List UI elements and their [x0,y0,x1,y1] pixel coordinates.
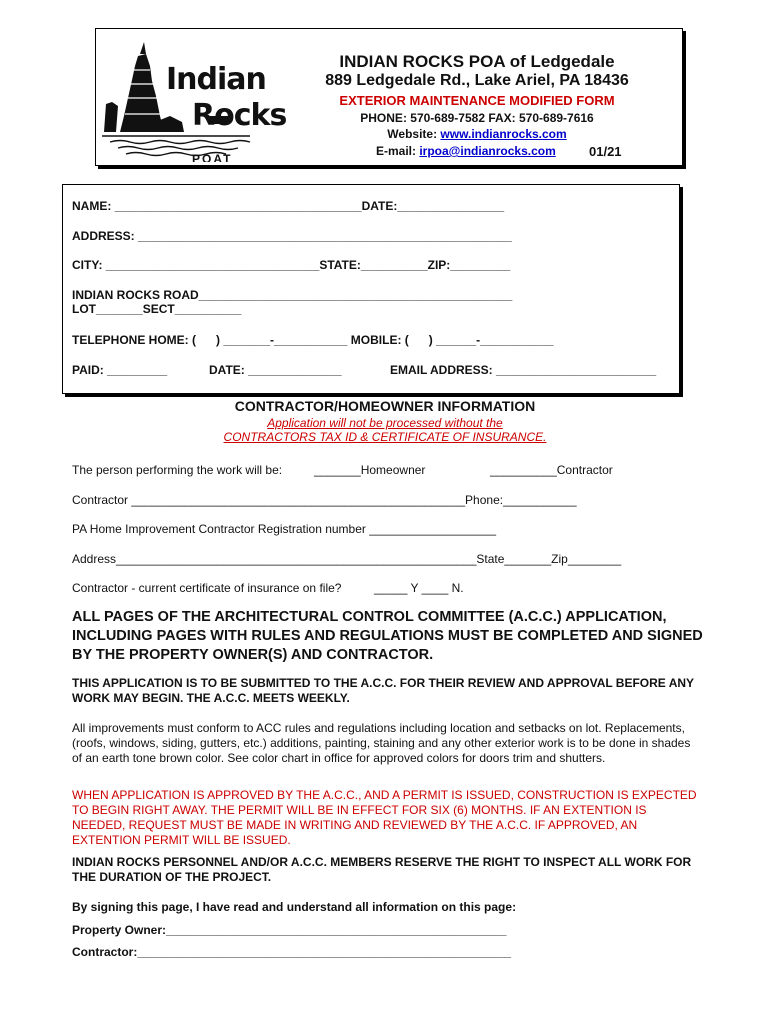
name-date-field[interactable]: NAME: _____________________________________DATE:________________ [72,199,505,213]
insurance-yn-field[interactable]: _____ Y ____ N. [374,581,464,595]
pa-registration-field[interactable]: PA Home Improvement Contractor Registration number ___________________ [72,522,497,536]
address-field[interactable]: ADDRESS: ________________________________________________________ [72,229,512,243]
contractor-option[interactable]: __________Contractor [490,463,613,477]
paid-field[interactable]: PAID: _________ [72,363,168,377]
acc-pages-notice: ALL PAGES OF THE ARCHITECTURAL CONTROL COMMITTEE (A.C.C.) APPLICATION, INCLUDING PAGES WITH RULES AND REGULATIONS MUST BE COMPLETED AND SIGNED BY THE PROPERTY OWNER(S) AND CONTRACTOR. [72,609,703,663]
improvements-paragraph: All improvements must conform to ACC rules and regulations including location and setbacks on lot. Replacements, (roofs, windows, siding, gutters, etc.) additions, painting, staining and any other exterior work is to be done in shades of an earth tone brown color. See color chart in office for approved colors for doors trim and shutters. [72,721,691,765]
signing-statement: By signing this page, I have read and understand all information on this page: [72,900,517,914]
warning-line-1: Application will not be processed without the [267,416,503,430]
paid-date-field[interactable]: DATE: ______________ [209,363,342,377]
submit-notice: THIS APPLICATION IS TO BE SUBMITTED TO THE A.C.C. FOR THEIR REVIEW AND APPROVAL BEFORE ANY WORK MAY BEGIN. THE A.C.C. MEETS WEEKLY. [72,676,694,705]
email-link[interactable]: irpoa@indianrocks.com [419,144,556,158]
contractor-section-title: CONTRACTOR/HOMEOWNER INFORMATION [234,398,536,414]
indian-rocks-road-field[interactable]: INDIAN ROCKS ROAD_______________________________________________ [72,288,513,302]
indian-rocks-logo [100,36,287,162]
telephone-field[interactable]: TELEPHONE HOME: ( ) _______-___________ MOBILE: ( ) ______-___________ [72,333,554,347]
form-revision: 01/21 [589,144,622,159]
performing-label: The person performing the work will be: [72,463,283,477]
inspection-notice: INDIAN ROCKS PERSONNEL AND/OR A.C.C. MEMBERS RESERVE THE RIGHT TO INSPECT ALL WORK FOR THE DURATION OF THE PROJECT. [72,855,692,884]
email-line [376,144,556,158]
contractor-signature[interactable]: Contractor:________________________________________________________ [72,945,512,959]
contractor-name-field[interactable]: Contractor __________________________________________________Phone:___________ [72,493,577,507]
insurance-label: Contractor - current certificate of insurance on file? [72,581,342,595]
phone-fax: PHONE: 570-689-7582 FAX: 570-689-7616 [360,111,594,125]
website-line [282,127,672,141]
org-name: INDIAN ROCKS POA of Ledgedale [339,52,615,71]
logo-tag: POAT [192,152,233,162]
form-title: EXTERIOR MAINTENANCE MODIFIED FORM [339,93,615,108]
property-owner-signature[interactable]: Property Owner:___________________________________________________ [72,923,507,937]
permit-notice: WHEN APPLICATION IS APPROVED BY THE A.C.C., AND A PERMIT IS ISSUED, CONSTRUCTION IS EXPECTED TO BEGIN RIGHT AWAY. THE PERMIT WILL BE IN EFFECT FOR SIX (6) MONTHS. IF AN EXTENTION IS NEEDED, REQUEST MUST BE MADE IN WRITING AND REVIEWED BY THE A.C.C. IF APPROVED, AN EXTENTION PERMIT WILL BE ISSUED. [72,788,697,847]
city-state-zip-field[interactable]: CITY: ________________________________STATE:__________ZIP:_________ [72,258,511,272]
homeowner-option[interactable]: _______Homeowner [314,463,426,477]
website-label: Website: [387,127,441,141]
warning-line-2: CONTRACTORS TAX ID & CERTIFICATE OF INSURANCE. [223,430,547,444]
logo-text-rocks: Rocks [192,98,287,133]
email-address-field[interactable]: EMAIL ADDRESS: ________________________ [390,363,657,377]
website-link[interactable]: www.indianrocks.com [440,127,567,141]
contractor-address-field[interactable]: Address______________________________________________________State_______Zip________ [72,552,622,566]
email-label: E-mail: [376,144,420,158]
lot-sect-field[interactable]: LOT_______SECT__________ [72,302,242,316]
org-address: 889 Ledgedale Rd., Lake Ariel, PA 18436 [325,72,629,89]
logo-text-indian: Indian [166,62,266,97]
